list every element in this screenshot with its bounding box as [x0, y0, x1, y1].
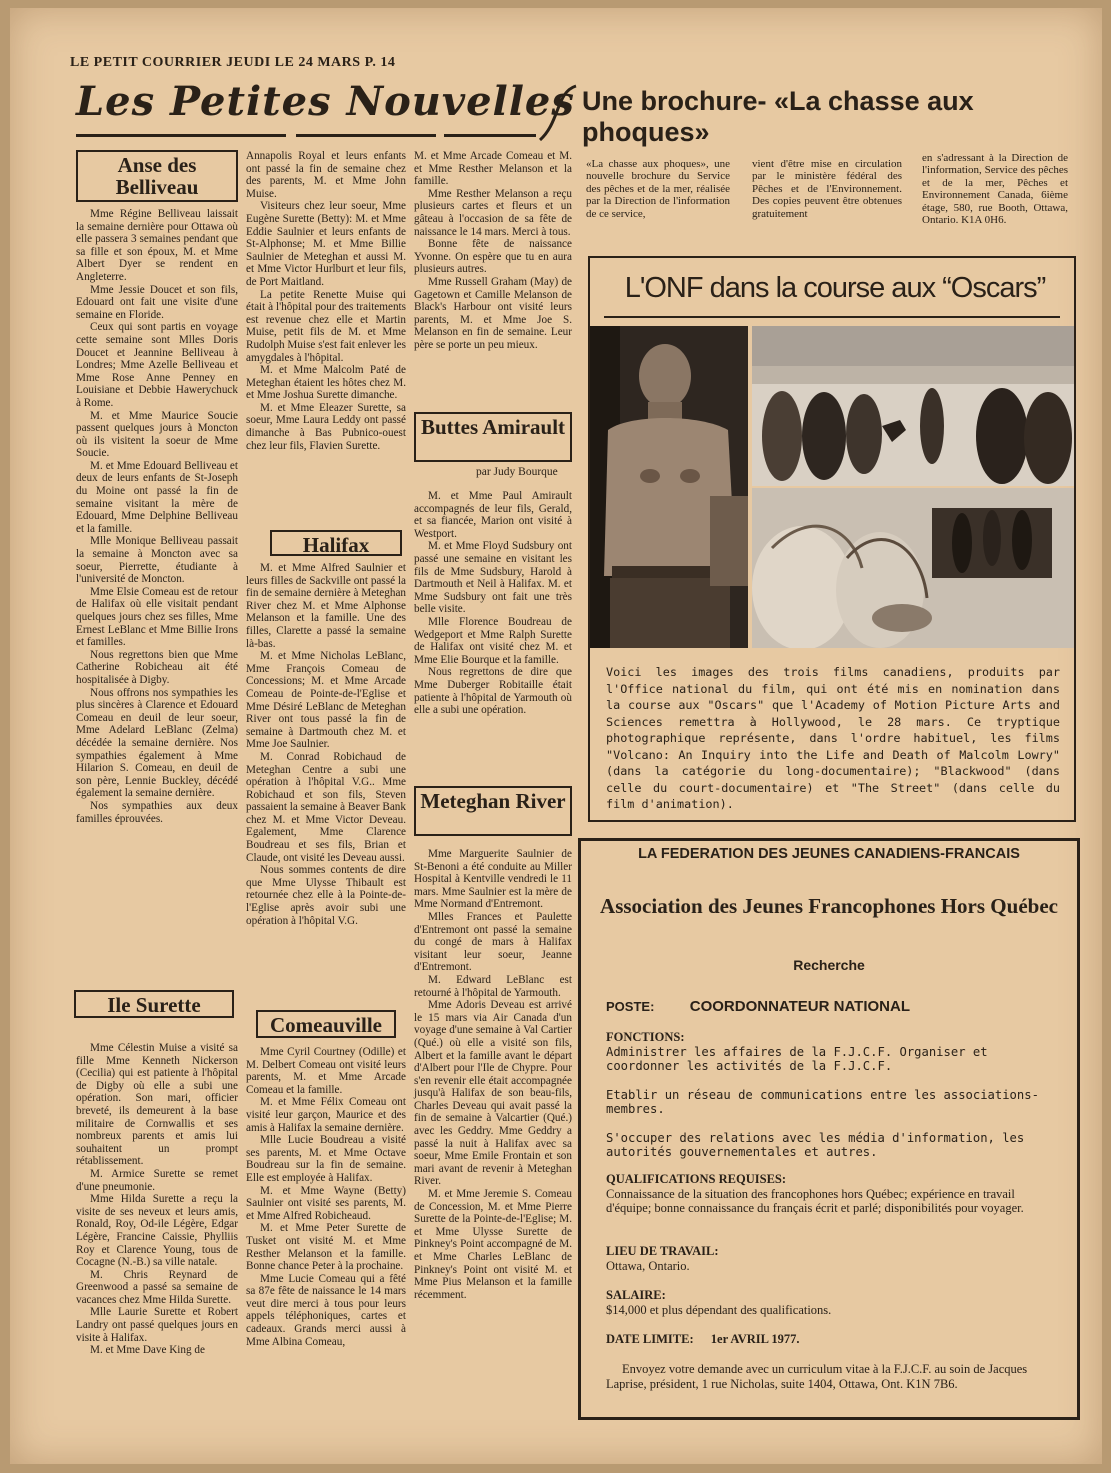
column-buttes: [414, 490, 572, 717]
paragraph: M. et Mme Eleazer Surette, sa soeur, Mme Laura Leddy ont passé dimanche à Bas Pubnico-ouest chez leur fils, Flavien Surette.: [246, 401, 406, 452]
ad-fonctions-3: S'occuper des relations avec les média d'information, les autorités gouvernementales et autres.: [606, 1130, 1025, 1159]
paragraph: Nous regrettons de dire que Mme Duberger Robitaille était patiente à l'hôpital de Yarmouth où elle a subi une opération.: [414, 666, 572, 717]
masthead-rule-2: [296, 134, 436, 137]
brochure-col-1: «La chasse aux phoques», une nouvelle brochure du Service des pêches et de la mer, réalisée par la Direction de l'information de ce service,: [586, 158, 730, 220]
ad-poste-row: [606, 1000, 1054, 1015]
column-comeauville: [246, 1046, 406, 1348]
photo-blackwood: [752, 326, 1074, 486]
ad-date-row: [606, 1332, 1054, 1347]
paragraph: M. et Mme Jeremie S. Comeau de Concession, M. et Mme Pierre Surette de la Pointe-de-l'Eglise; M. et Mme Ulysse Surette de Pinkney's Point accompagné de M. et Mme Charles LeBlanc de Pinkney's Point ont visité M. et Mme Pius Melanson et la famille récemment.: [414, 1188, 572, 1301]
paragraph: Nos sympathies aux deux familles éprouvées.: [76, 799, 238, 825]
paragraph: Mlle Florence Boudreau de Wedgeport et Mme Ralph Surette de Halifax ont visité chez M. et Mme Elie Bourque et la famille.: [414, 615, 572, 666]
paragraph: Mme Russell Graham (May) de Gagetown et Camille Melanson de Black's Harbour ont visité leurs parents, M. et Mme Joe S. Melanson en fin de semaine. Leur père se porte un peu mieux.: [414, 275, 572, 351]
column-ile-surette-cont: [246, 150, 406, 452]
paragraph: M. et Mme Dave King de: [90, 1344, 205, 1357]
ad-qualif-label: QUALIFICATIONS REQUISES:: [606, 1172, 787, 1186]
paragraph: Mlle Monique Belliveau passait la semaine à Moncton avec sa soeur, Pierrette, étudiante à l'université de Moncton.: [76, 535, 238, 586]
brochure-headline: Une brochure- «La chasse aux phoques»: [582, 86, 974, 147]
ad-lieu-label: LIEU DE TRAVAIL:: [606, 1244, 719, 1258]
paragraph: Nous regrettons bien que Mme Catherine Robicheau ait été hospitalisée à Digby.: [76, 648, 238, 686]
ad-association: Association des Jeunes Francophones Hors Québec: [600, 894, 1058, 918]
paragraph: Nous offrons nos sympathies les plus sincères à Clarence et Edouard Comeau en deuil de leur soeur, Mme Adelard LeBlanc (Zelma) décédée la semaine dernière. Nos sympathies également à Mme Hilarion S. Comeau, en deuil de son père, Lennie Buckley, décédé également la semaine dernière.: [76, 686, 238, 800]
paragraph: M. Conrad Robichaud de Meteghan Centre a subi une opération à l'hôpital V.G.. Mme Robichaud et son fils, Steven passaient la semaine à Beaver Bank chez M. et Mme Victor Deveau. Egalement, Mme Clarence Boudreau et ses fils, Brian et Claude, ont visité les Deveau aussi.: [246, 750, 406, 864]
column-ile-surette: [76, 1042, 238, 1357]
masthead-rule-3: [444, 134, 536, 137]
paragraph: Mme Elsie Comeau est de retour de Halifax où elle visitait pendant quelques jours chez ses filles, Mme Ernest LeBlanc et Mme Billie Irons et familles.: [76, 585, 238, 649]
brochure-col-2: vient d'être mise en circulation par le ministère fédéral des Pêches et de l'Environnement. Des copies peuvent être obtenues gratuitement: [752, 158, 902, 220]
section-anse-des-belliveau: Anse des Belliveau: [76, 150, 238, 202]
onf-headline: L'ONF dans la course aux “Oscars”: [624, 272, 1046, 304]
paragraph: Bonne fête de naissance Yvonne. On espère que tu en aura plusieurs autres.: [414, 238, 572, 276]
paragraph: Mlle Laurie Surette et Robert Landry ont passé quelques jours en visite à Halifax.: [76, 1306, 238, 1344]
paragraph: La petite Renette Muise qui était à l'hôpital pour des traitements est revenue chez elle et Martin Muise, petit fils de M. et Mme Rudolph Muise s'est fait enlever les amygdales à l'hôpital.: [246, 288, 406, 364]
column-anse: [76, 208, 238, 825]
section-ile-surette: Ile Surette: [74, 990, 234, 1018]
paragraph: M. et Mme Alfred Saulnier et leurs filles de Sackville ont passé la fin de semaine dernière à Meteghan River chez M. et Mme Alphonse Melanson et la famille. Une des filles, Clarette a passé la semaine là-bas.: [246, 562, 406, 650]
paragraph: M. et Mme Maurice Soucie passent quelques jours à Moncton où ils visitent la soeur de Mme Soucie.: [76, 409, 238, 460]
paragraph: M. et Mme Félix Comeau ont visité leur garçon, Maurice et des amis à Halifax la semaine dernière.: [246, 1096, 406, 1134]
ad-lieu: [606, 1244, 1054, 1273]
paragraph: Mme Adoris Deveau est arrivé le 15 mars via Air Canada d'un voyage d'une semaine à Val Cartier (Qué.) où elle a visité son fils, Albert et la famille avant le départ d'Albert pour l'Ile de Chypre. Pour s'en revenir elle était accompagnée jusqu'à Halifax de son beau-fils, Charles Deveau qui avait passé la fin de semaine à Valcartier (Qué.) avec les Geddry. Mme Geddry a passé la nuit à Halifax avec sa soeur, Mme Emile Frontain et son mari avant de revenir à Meteghan River.: [414, 999, 572, 1188]
onf-rule: [604, 316, 1060, 318]
paragraph: Mme Régine Belliveau laissait la semaine dernière pour Ottawa où elle passera 3 semaines pendant que sa fille et son époux, M. et Mme Albert Dyer se rendent en Angleterre.: [76, 208, 238, 283]
onf-caption: Voici les images des trois films canadiens, produits par l'Office national du film, qui ont été mis en nomination dans la course aux "Oscars" que l'Academy of Motion Picture Arts and Sciences remettra à Hollywood, le 28 mars. Ce tryptique photographique représente, dans l'ordre habituel, les films "Volcano: An Inquiry into the Life and Death of Malcolm Lowry" (dans la catégorie du long-documentaire); "Blackwood" (dans celle du court-documentaire) et "The Street" (dans celle du film d'animation).: [606, 665, 1060, 811]
paragraph: M. et Mme Wayne (Betty) Saulnier ont visité ses parents, M. et Mme Alfred Robicheaud.: [246, 1184, 406, 1222]
ad-date-value: 1er AVRIL 1977.: [710, 1332, 800, 1346]
ad-envoyez: Envoyez votre demande avec un curriculum vitae à la F.J.C.F. au soin de Jacques Laprise, président, 1 rue Nicholas, suite 1404, Ottawa, Ont. K1N 7B6.: [606, 1362, 1028, 1391]
brochure-col-3: en s'adressant à la Direction de l'information, Service des pêches et de la mer, Pêches et Environnement Canada, 6ième étage, 580, rue Booth, Ottawa, Ontario. K1A 0H6.: [922, 152, 1068, 227]
ad-federation: LA FEDERATION DES JEUNES CANADIENS-FRANCAIS: [638, 846, 1020, 862]
ad-poste-label: POSTE:: [606, 999, 655, 1014]
paragraph: Mme Jessie Doucet et son fils, Edouard ont fait une visite d'une semaine en Floride.: [76, 283, 238, 321]
paragraph: Mme Marguerite Saulnier de St-Benoni a été conduite au Miller Hospital à Kentville vendredi le 11 mars. Mme Saulnier est la mère de Mme Normand d'Entremont.: [414, 848, 572, 911]
masthead: Les Petites Nouvelles: [76, 78, 575, 125]
paragraph: M. et Mme Arcade Comeau et M. et Mme Resther Melanson et la famille.: [414, 150, 572, 188]
paragraph: Mme Resther Melanson a reçu plusieurs cartes et fleurs et un gâteau à l'occasion de sa fête de naissance le 14 mars. Merci à tous.: [414, 187, 572, 238]
ad-salaire: [606, 1288, 1054, 1317]
ad-salaire-value: $14,000 et plus dépendant des qualifications.: [606, 1302, 832, 1317]
ad-date-label: DATE LIMITE:: [606, 1332, 694, 1346]
masthead-rule-1: [76, 134, 286, 137]
ad-qualif: Connaissance de la situation des francophones hors Québec; expérience en travail d'équipe; bonne connaissance du français écrit et parlé; disponibilités pour voyager.: [606, 1186, 1024, 1215]
paragraph: Ceux qui sont partis en voyage cette semaine sont Mlles Doris Doucet et Jeannine Belliveau à Londres; Mme Azelle Belliveau et Mme Rose Anne Penney en Louisiane et Debbie Hawerychuck à Rome.: [76, 321, 238, 409]
paragraph: M. Armice Surette se remet d'une pneumonie.: [76, 1167, 238, 1193]
photo-the-street: [752, 488, 1074, 648]
ad-fonctions-label: FONCTIONS:: [606, 1030, 685, 1044]
photo-volcano: [590, 326, 748, 648]
section-meteghan-river: Meteghan River: [414, 786, 572, 836]
paragraph: Mme Célestin Muise a visité sa fille Mme Kenneth Nickerson (Cecilia) qui est patiente à l'hôpital de Digby où elle a subi une opération. Son mari, officier breveté, ils demeurent à la base militaire de Cornwallis et ses nombreux parents et amis lui souhaitent un prompt rétablissement.: [76, 1042, 238, 1168]
paragraph: M. et Mme Paul Amirault accompagnés de leur fils, Gerald, et sa fiancée, Marion ont visité à Westport.: [414, 490, 572, 540]
section-comeauville: Comeauville: [256, 1010, 396, 1038]
ad-recherche: Recherche: [793, 957, 865, 973]
paragraph: Visiteurs chez leur soeur, Mme Eugène Surette (Betty): M. et Mme Eddie Saulnier et leurs enfants de St-Alphonse; M. et Mme Billie Saulnier de Meteghan et aussi M. et Mme Victor Hurlburt et leur fils, de Port Maitland.: [246, 200, 406, 288]
paragraph: Mme Cyril Courtney (Odille) et M. Delbert Comeau ont visité leurs parents, M. et Mme Arcade Comeau et la famille.: [246, 1046, 406, 1096]
ad-fonctions-2: Etablir un réseau de communications entre les associations-membres.: [606, 1087, 1039, 1116]
ad-lieu-value: Ottawa, Ontario.: [606, 1258, 690, 1273]
paragraph: Mme Lucie Comeau qui a fêté sa 87e fête de naissance le 14 mars veut dire merci à tous pour leurs appels téléphoniques, cartes et cadeaux. Grands merci aussi à Mme Albina Comeau,: [246, 1272, 406, 1348]
paragraph: M. et Mme Edouard Belliveau et deux de leurs enfants de St-Joseph du Moine ont passé la fin de semaine visitant la mère de Edouard, Mme Delphine Belliveau et la famille.: [76, 459, 238, 535]
paragraph: Annapolis Royal et leurs enfants ont passé la fin de semaine chez des parents, M. et Mme John Muise.: [246, 150, 406, 200]
ad-fonctions-1: Administrer les affaires de la F.J.C.F. Organiser et coordonner les activités de la F.J.C.F.: [606, 1044, 988, 1073]
page-header: LE PETIT COURRIER JEUDI LE 24 MARS P. 14: [70, 55, 396, 70]
bracket-icon: [536, 82, 580, 144]
paragraph: M. Chris Reynard de Greenwood a passé sa semaine de vacances chez Mme Hilda Surette.: [76, 1268, 238, 1306]
byline: par Judy Bourque: [476, 466, 558, 478]
paragraph: Mlles Frances et Paulette d'Entremont ont passé la semaine du congé de mars à Halifax visitant leur soeur, Jeanne d'Entremont.: [414, 910, 572, 974]
column-meteghan: [414, 848, 572, 1301]
ad-qualifications: [606, 1172, 1054, 1216]
paragraph: M. Edward LeBlanc est retourné à l'hôpital de Yarmouth.: [414, 973, 572, 999]
ad-poste: COORDONNATEUR NATIONAL: [689, 998, 911, 1015]
column-comeauville-cont: [414, 150, 572, 352]
paragraph: M. et Mme Peter Surette de Tusket ont visité M. et Mme Resther Melanson et la famille. Bonne chance Peter à la prochaine.: [246, 1222, 406, 1273]
paragraph: Mme Hilda Surette a reçu la visite de ses neveux et leurs amis, Ronald, Roy, Od-ile Légère, Edgar Légère, Francine Caissie, Phylliis Roy et Clarence Young, tous de Cocagne (N.-B.) sa ville natale.: [76, 1193, 238, 1269]
paragraph: M. et Mme Nicholas LeBlanc, Mme François Comeau de Concessions; M. et Mme Arcade Comeau de Pointe-de-l'Eglise et Mme Désiré LeBlanc de Meteghan River ont tous passé la fin de semaine à Dartmouth chez M. et Mme Joe Saulnier.: [246, 650, 406, 751]
paragraph: Mlle Lucie Boudreau a visité ses parents, M. et Mme Octave Boudreau sur la fin de semaine. Elle est employée à Halifax.: [246, 1134, 406, 1184]
section-halifax: Halifax: [270, 530, 402, 556]
ad-salaire-label: SALAIRE:: [606, 1288, 666, 1302]
paragraph: M. et Mme Floyd Sudsbury ont passé une semaine en visitant les fils de Mme Sudsbury, Harold à Dartmouth et Neil à Halifax. M. et Mme Sudsbury ont fait une très belle visite.: [414, 540, 572, 616]
paragraph: M. et Mme Malcolm Paté de Meteghan étaient les hôtes chez M. et Mme Joshua Surette dimanche.: [246, 364, 406, 402]
section-buttes-amirault: Buttes Amirault: [414, 412, 572, 462]
ad-fonctions: [606, 1030, 1054, 1160]
paragraph: Nous sommes contents de dire que Mme Ulysse Thibault est retournée chez elle à la Pointe-de-l'Eglise après avoir subi une opération à l'hôpital V.G.: [246, 864, 406, 927]
column-halifax: [246, 562, 406, 927]
